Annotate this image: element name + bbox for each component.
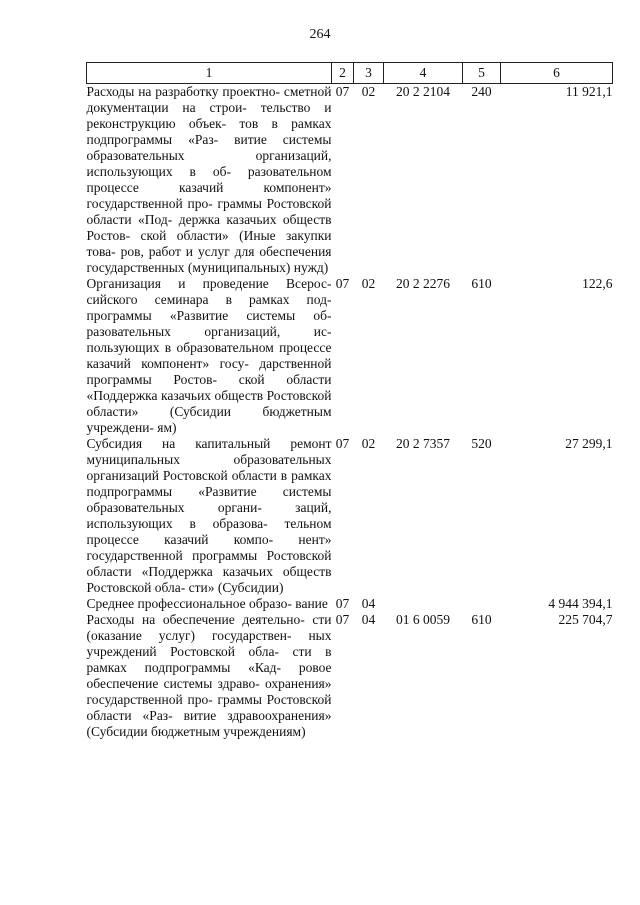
description-line: граммы Ростовской области «Под- <box>86 196 332 227</box>
column-header-1: 1 <box>87 63 332 84</box>
target-article-code: 20 2 2276 <box>396 276 450 291</box>
description-line: разовательных организаций, ис- <box>86 324 332 339</box>
row-description <box>87 276 332 436</box>
amount: 11 921,1 <box>565 84 613 99</box>
description-line: бюджетным учреждениям) <box>151 724 306 739</box>
subsection-code: 04 <box>361 612 376 627</box>
description-line: ской области «Поддержка казачьих <box>86 372 332 403</box>
amount: 122,6 <box>582 276 613 291</box>
target-article-code: 20 2 2104 <box>396 84 450 99</box>
column-header-4: 4 <box>384 63 463 84</box>
description-line: Расходы на разработку проектно- <box>86 84 281 99</box>
section-code: 07 <box>335 596 350 611</box>
description-line: системы образовательных органи- <box>86 484 332 515</box>
description-line: процессе казачий компонент» госу- <box>86 340 332 371</box>
description-line: заций, использующих в образова- <box>86 500 332 531</box>
table-header-row <box>87 63 613 84</box>
section-code: 07 <box>335 276 350 291</box>
subsection-code: 04 <box>361 596 376 611</box>
description-line: витие здравоохранения» (Субсидии <box>86 708 332 739</box>
description-line: разовательном процессе казачий <box>86 164 332 195</box>
description-line: ской области» (Иные закупки това- <box>86 228 332 259</box>
description-line: нент» государственной программы <box>86 532 332 563</box>
description-line: сийского семинара в рамках под- <box>86 292 332 307</box>
section-code: 07 <box>335 84 350 99</box>
amount: 225 704,7 <box>558 612 613 627</box>
column-header-5: 5 <box>463 63 501 84</box>
section-code: 07 <box>335 436 350 451</box>
target-article-code: 01 6 0059 <box>396 612 450 627</box>
budget-table <box>86 62 613 740</box>
column-header-3: 3 <box>354 63 384 84</box>
description-line: охранения» государственной про- <box>86 676 332 707</box>
target-article-code: 20 2 7357 <box>396 436 450 451</box>
description-line: пользующих в образовательном <box>86 340 274 355</box>
row-description <box>87 84 332 277</box>
description-line: ров, работ и услуг для обеспечения <box>120 244 332 259</box>
row-description <box>87 436 332 596</box>
description-line: вание <box>295 596 328 611</box>
description-line: муниципальных образовательных <box>86 452 332 467</box>
row-description <box>87 612 332 740</box>
description-line: Субсидия на капитальный ремонт <box>86 436 332 451</box>
table-row <box>87 276 613 436</box>
target-article-code <box>384 596 463 612</box>
description-line: программы «Развитие системы об- <box>86 308 332 323</box>
description-line: Организация и проведение Всерос- <box>86 276 332 291</box>
row-description <box>87 596 332 612</box>
description-line: ных учреждений Ростовской обла- <box>86 628 332 659</box>
description-line: ровое обеспечение системы здраво- <box>86 660 332 691</box>
description-line: тельство и реконструкцию объек- <box>86 100 332 131</box>
description-line: ям) <box>157 420 177 435</box>
expense-type-code: 610 <box>471 276 492 291</box>
description-line: сти в рамках подпрограммы «Кад- <box>86 644 332 675</box>
subsection-code: 02 <box>361 84 376 99</box>
expense-type-code: 610 <box>471 612 492 627</box>
expense-type-code: 240 <box>471 84 492 99</box>
description-line: тельном процессе казачий компо- <box>86 516 332 547</box>
table-row <box>87 436 613 596</box>
subsection-code: 02 <box>361 436 376 451</box>
description-line: обществ Ростовской области» <box>86 388 332 419</box>
description-line: Ростовской области «Поддержка <box>86 548 332 579</box>
description-line: сметной документации на строи- <box>86 84 332 115</box>
description-line: витие системы образовательных <box>86 132 332 163</box>
section-code: 07 <box>335 612 350 627</box>
column-header-6: 6 <box>501 63 613 84</box>
page-number: 264 <box>309 27 331 42</box>
description-line: Расходы на обеспечение деятельно- <box>86 612 305 627</box>
table-row <box>87 612 613 740</box>
amount: 4 944 394,1 <box>548 596 613 611</box>
column-header-2: 2 <box>332 63 354 84</box>
description-line: нужд) <box>293 260 329 275</box>
table-row <box>87 84 613 277</box>
description-line: компонент» государственной про- <box>86 180 332 211</box>
description-line: граммы Ростовской области «Раз- <box>86 692 332 723</box>
description-line: сти» (Субсидии) <box>188 580 284 595</box>
description-line: Среднее профессиональное образо- <box>86 596 292 611</box>
description-line: (Субсидии бюджетным учреждени- <box>86 404 332 435</box>
description-line: организаций Ростовской области в <box>86 468 288 483</box>
description-line: казачьих обществ Ростовской обла- <box>86 564 332 595</box>
table-row <box>87 596 613 612</box>
subsection-code: 02 <box>361 276 376 291</box>
description-line: рамках подпрограммы «Развитие <box>86 468 332 499</box>
description-line: держка казачьих обществ Ростов- <box>86 212 332 243</box>
description-line: сти (оказание услуг) государствен- <box>86 612 332 643</box>
description-line: государственных (муниципальных) <box>86 260 291 275</box>
expense-type-code <box>463 596 501 612</box>
description-line: дарственной программы Ростов- <box>86 356 332 387</box>
amount: 27 299,1 <box>565 436 613 451</box>
description-line: тов в рамках подпрограммы «Раз- <box>86 116 332 147</box>
description-line: организаций, использующих в об- <box>86 148 332 179</box>
expense-type-code: 520 <box>471 436 492 451</box>
table-body <box>87 84 613 741</box>
